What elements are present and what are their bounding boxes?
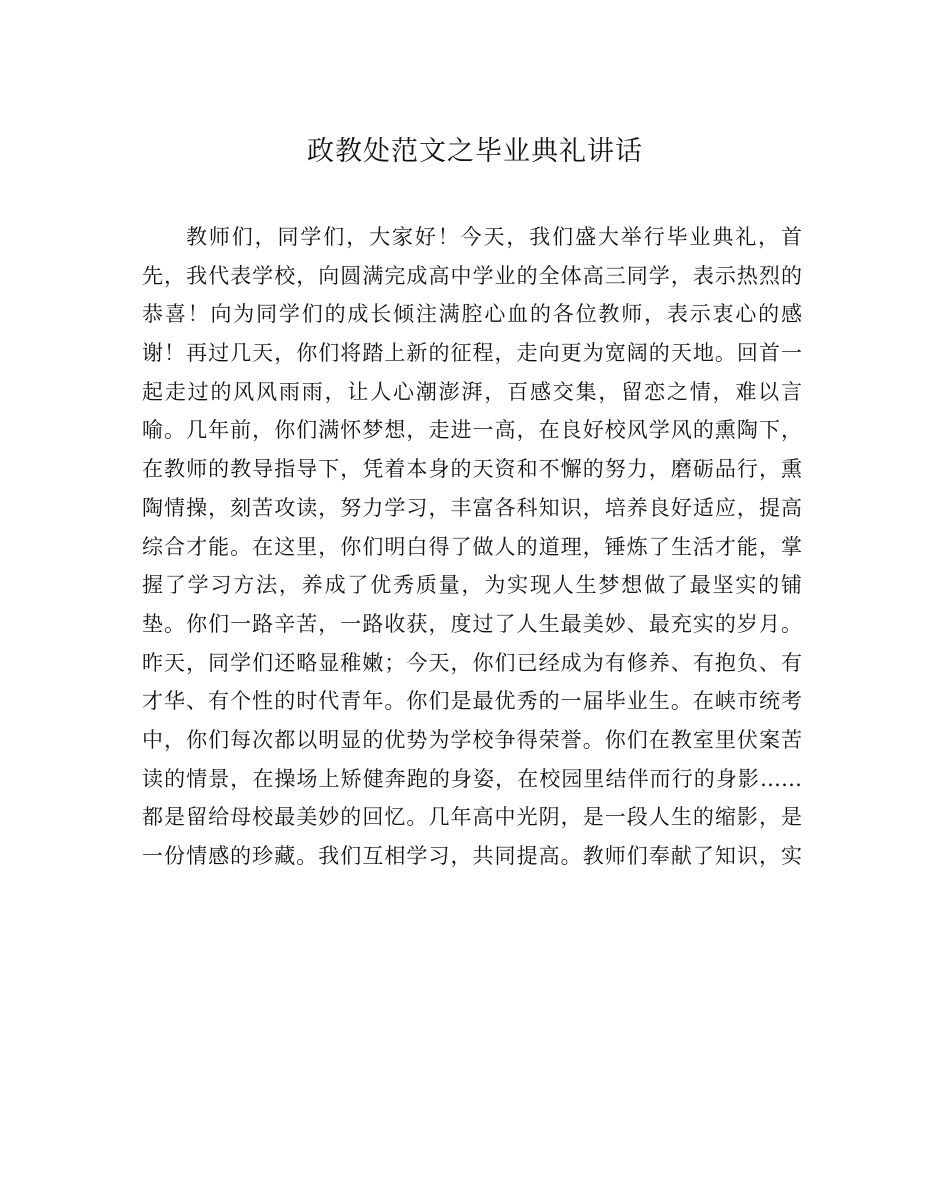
paragraph-line: 先，我代表学校，向圆满完成高中学业的全体高三同学，表示热烈的: [142, 263, 802, 288]
paragraph-line: 起走过的风风雨雨，让人心潮澎湃，百感交集，留恋之情，难以言: [142, 379, 802, 404]
paragraph-line: 昨天，同学们还略显稚嫩；今天，你们已经成为有修养、有抱负、有: [142, 650, 802, 675]
paragraph-line: 读的情景，在操场上矫健奔跑的身姿，在校园里结伴而行的身影……: [142, 766, 802, 791]
paragraph-line: 才华、有个性的时代青年。你们是最优秀的一届毕业生。在峡市统考: [142, 689, 802, 714]
paragraph-line: 谢！再过几天，你们将踏上新的征程，走向更为宽阔的天地。回首一: [142, 341, 802, 366]
paragraph-line: 垫。你们一路辛苦，一路收获，度过了人生最美妙、最充实的岁月。: [142, 611, 802, 636]
paragraph-line: 教师们，同学们，大家好！今天，我们盛大举行毕业典礼，首: [186, 225, 802, 249]
paragraph-line: 在教师的教导指导下，凭着本身的天资和不懈的努力，磨砺品行，熏: [142, 457, 802, 482]
paragraph-line: 喻。几年前，你们满怀梦想，走进一高，在良好校风学风的熏陶下，: [142, 418, 802, 443]
paragraph-line: 陶情操，刻苦攻读，努力学习，丰富各科知识，培养良好适应，提高: [142, 495, 802, 520]
paragraph-line: 一份情感的珍藏。我们互相学习，共同提高。教师们奉献了知识，实: [142, 844, 802, 868]
document-body: [142, 218, 802, 876]
document-title: 政教处范文之毕业典礼讲话: [307, 136, 643, 167]
paragraph-line: 恭喜！向为同学们的成长倾注满腔心血的各位教师，表示衷心的感: [142, 302, 802, 327]
paragraph-line: 握了学习方法，养成了优秀质量，为实现人生梦想做了最坚实的铺: [142, 573, 802, 598]
paragraph-line: 综合才能。在这里，你们明白得了做人的道理，锤炼了生活才能，掌: [142, 534, 802, 559]
paragraph-line: 中，你们每次都以明显的优势为学校争得荣誉。你们在教室里伏案苦: [142, 727, 802, 752]
paragraph-line: 都是留给母校最美妙的回忆。几年高中光阴，是一段人生的缩影，是: [142, 805, 802, 830]
